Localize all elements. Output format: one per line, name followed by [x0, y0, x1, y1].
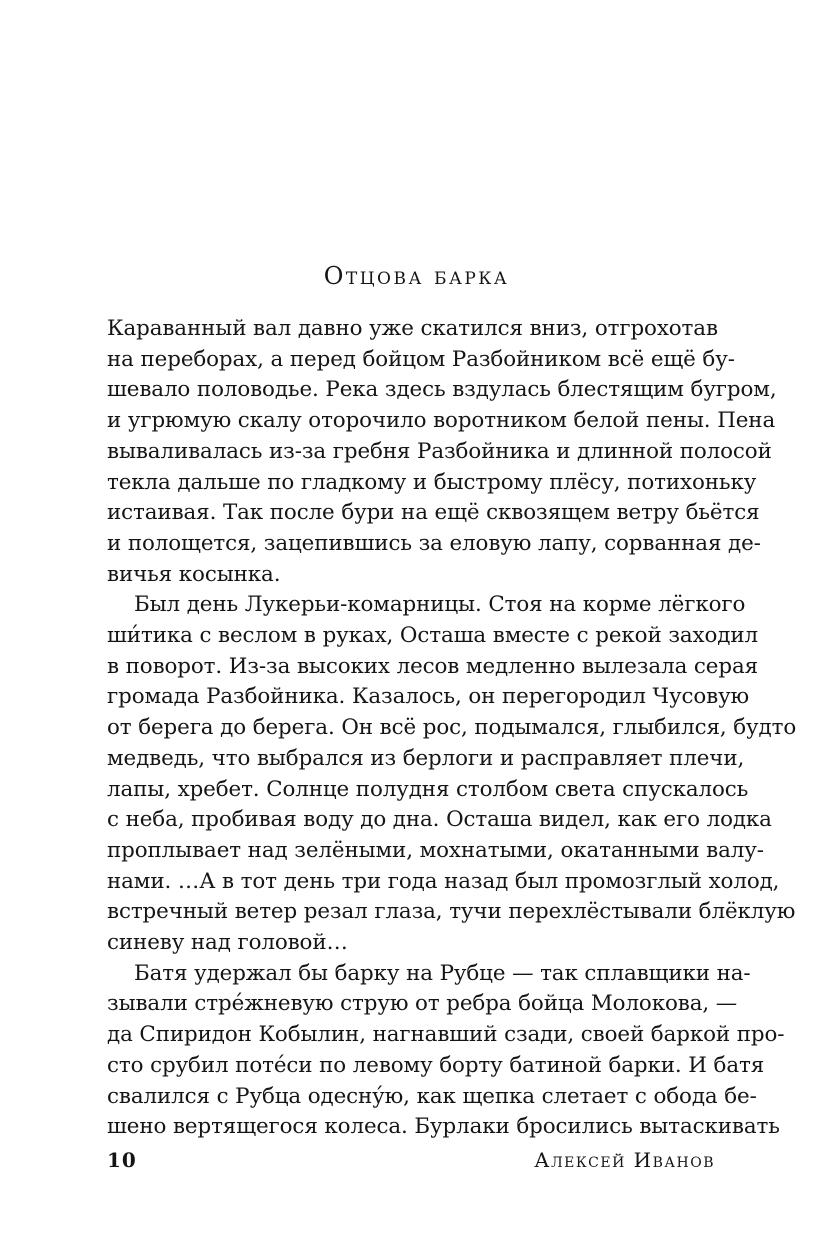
text-line: зывали стре́жневую струю от ребра бойца Молокова, — — [107, 991, 738, 1017]
text-line: от берега до берега. Он всё рос, подымался, глыбился, будто — [107, 715, 797, 741]
text-line: медведь, что выбрался из берлоги и расправляет плечи, — [107, 745, 745, 771]
page-number: 10 — [107, 1148, 137, 1172]
paragraph-2 — [107, 590, 797, 958]
text-line: истаивая. Так после бури на ещё сквозящем ветру бьётся — [107, 500, 760, 526]
text-line: да Спиридон Кобылин, нагнавший сзади, своей баркой про- — [107, 1022, 785, 1048]
paragraph-3 — [107, 959, 785, 1143]
text-line: проплывает над зелёными, мохнатыми, окатанными валу- — [107, 837, 764, 863]
text-line: в поворот. Из-за высоких лесов медленно вылезала серая — [107, 653, 758, 679]
running-header-author: Алексей Иванов — [534, 1148, 715, 1172]
page-footer — [107, 1148, 715, 1178]
text-line: синеву над головой… — [107, 930, 348, 956]
text-line: свалился с Рубца одесну́ю, как щепка слетает с обода бе- — [107, 1083, 757, 1109]
text-line: и полощется, зацепившись за еловую лапу, сорванная де- — [107, 530, 761, 556]
text-line: нами. …А в тот день три года назад был промозглый холод, — [107, 868, 780, 894]
text-line: и угрюмую скалу оторочило воротником белой пены. Пена — [107, 408, 776, 434]
paragraph-1 — [107, 314, 777, 590]
chapter-title: Отцова барка — [323, 262, 510, 290]
text-line: на переборах, а перед бойцом Разбойником всё ещё бу- — [107, 346, 735, 372]
body-text — [107, 314, 797, 1143]
text-line: Был день Лукерьи-комарницы. Стоя на корме лёгкого — [134, 592, 746, 618]
text-line: вываливалась из-за гребня Разбойника и длинной полосой — [107, 438, 772, 464]
text-line: текла дальше по гладкому и быстрому плёсу, потихоньку — [107, 469, 757, 495]
text-line: шено вертящегося колеса. Бурлаки бросились вытаскивать — [107, 1114, 780, 1140]
text-line: громада Разбойника. Казалось, он перегородил Чусовую — [107, 684, 750, 710]
text-line: вичья косынка. — [107, 561, 281, 587]
text-line: ши́тика с веслом в руках, Осташа вместе с рекой заходил — [107, 623, 758, 649]
text-line: Караванный вал давно уже скатился вниз, отгрохотав — [107, 316, 718, 341]
text-line: с неба, пробивая воду до дна. Осташа видел, как его лодка — [107, 807, 772, 833]
text-line: Батя удержал бы барку на Рубце — так сплавщики на- — [134, 960, 751, 986]
text-line: лапы, хребет. Солнце полудня столбом света спускалось — [107, 776, 749, 802]
text-line: сто срубил поте́си по левому борту батиной барки. И батя — [107, 1052, 765, 1078]
text-line: шевало половодье. Река здесь вздулась блестящим бугром, — [107, 377, 777, 403]
text-line: встречный ветер резал глаза, тучи перехлёстывали блёклую — [107, 899, 796, 925]
